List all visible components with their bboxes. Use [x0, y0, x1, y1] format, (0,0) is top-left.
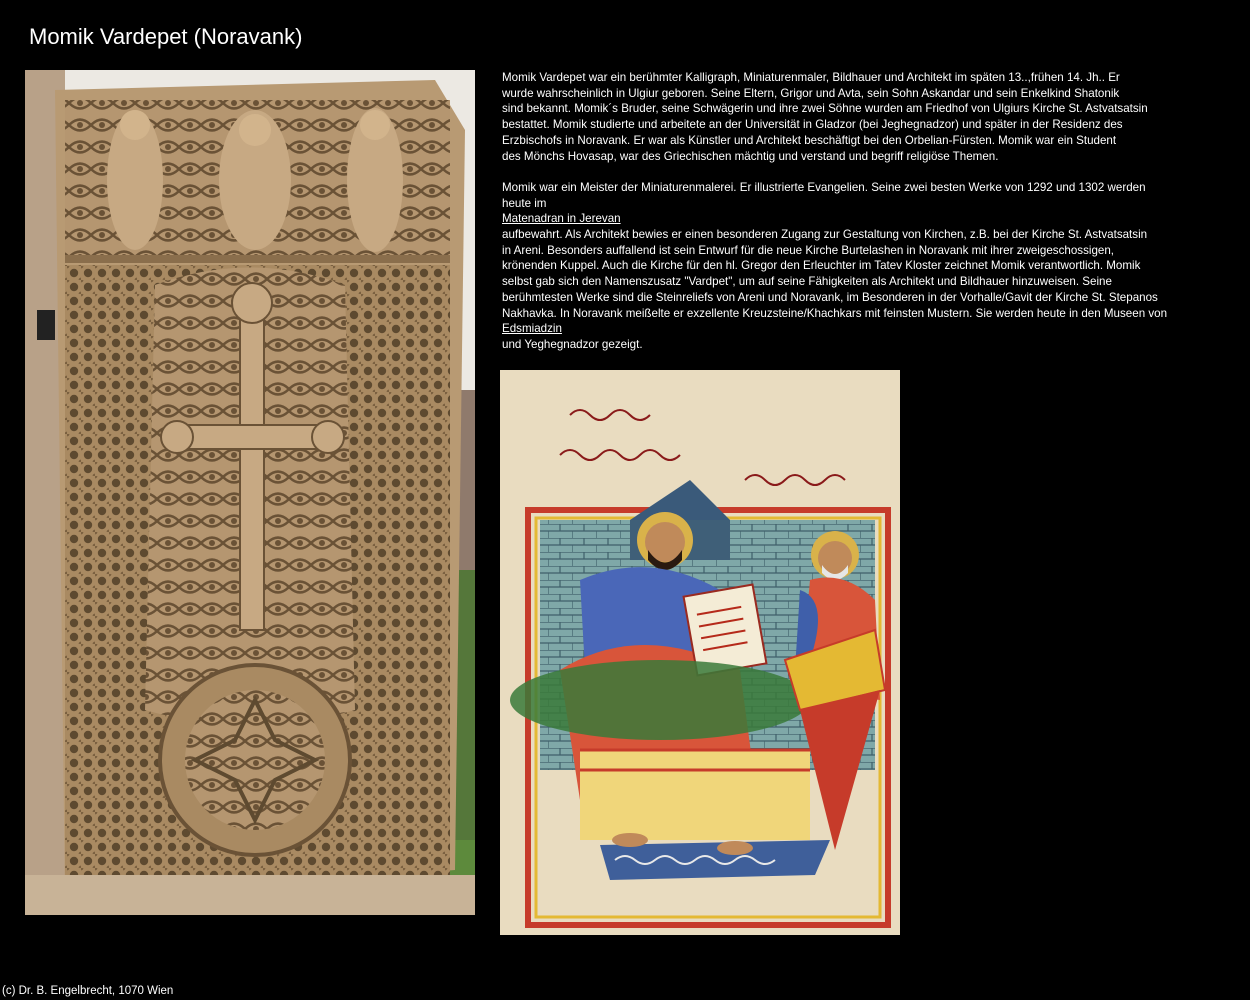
copyright-footer: (c) Dr. B. Engelbrecht, 1070 Wien: [2, 985, 174, 997]
text-line: bestattet. Momik studierte und arbeitete an der Universität in Gladzor (bei Jeghegnadzor) und später in der Residenz des: [502, 118, 1123, 132]
text-line: krönenden Kuppel. Auch die Kirche für den hl. Gregor den Erleuchter im Tatev Kloster zeichnet Momik verantwortlich. Momik: [502, 259, 1141, 273]
khachkar-image: [25, 70, 475, 915]
link-matenadran-jerevan[interactable]: Matenadran in Jerevan: [502, 212, 621, 226]
text-line: Nakhavka. In Noravank meißelte er exzellente Kreuzsteine/Khachkars mit feinsten Mustern. Sie werden heute in den Museen von: [502, 306, 1168, 320]
page-title: Momik Vardepet (Noravank): [29, 24, 303, 49]
text-line: Momik war ein Meister der Miniaturenmalerei. Er illustrierte Evangelien. Seine zwei besten Werke von 1292 und 1302 werden: [502, 180, 1146, 194]
article-text: [502, 70, 1202, 353]
text-line-end: und Yeghegnadzor gezeigt.: [502, 337, 643, 351]
text-line: berühmtesten Werke sind die Steinreliefs von Areni und Noravank, im Besonderen in der Vorhalle/Gavit der Kirche St. Stepanos: [502, 290, 1158, 304]
miniature-painting-image[interactable]: [500, 370, 900, 935]
paragraph-1: [502, 70, 1202, 164]
paragraph-2-continued: [502, 227, 1202, 321]
text-line: sind bekannt. Momik´s Bruder, seine Schwägerin und ihre zwei Söhne wurden am Friedhof von Ulgiurs Kirche St. Astvatsatsin: [502, 102, 1148, 116]
text-line: Momik Vardepet war ein berühmter Kalligraph, Miniaturenmaler, Bildhauer und Architekt im späten 13..,frühen 14. Jh.. Er: [502, 71, 1120, 84]
paragraph-2: [502, 180, 1202, 211]
text-line: Erzbischofs in Noravank. Er war als Künstler und Architekt beschäftigt bei den Orbelian-Fürsten. Momik war ein Student: [502, 133, 1117, 147]
text-line: heute im: [502, 196, 547, 210]
text-line: aufbewahrt. Als Architekt bewies er einen besonderen Zugang zur Gestaltung von Kirchen, z.B. bei der Kirche St. Astvatsatsin: [502, 228, 1148, 242]
khachkar-photo[interactable]: [25, 70, 475, 915]
text-line: selbst gab sich den Namenszusatz "Vardpet", um auf seine Fähigkeiten als Architekt und Bildhauer hinzuweisen. Seine: [502, 275, 1112, 289]
miniature-painting-illustration: [500, 370, 900, 935]
text-line: des Mönchs Hovasap, war des Griechischen mächtig und verstand und begriff religiöse Themen.: [502, 149, 999, 163]
text-line: wurde wahrscheinlich in Ulgiur geboren. Seine Eltern, Grigor und Avta, sein Sohn Askandar und sein Enkelkind Shatonik: [502, 86, 1120, 100]
text-line: in Areni. Besonders auffallend ist sein Entwurf für die neue Kirche Burtelashen in Noravank mit ihrer zweigeschossigen,: [502, 243, 1115, 257]
link-edsmiadzin[interactable]: Edsmiadzin: [502, 322, 562, 336]
